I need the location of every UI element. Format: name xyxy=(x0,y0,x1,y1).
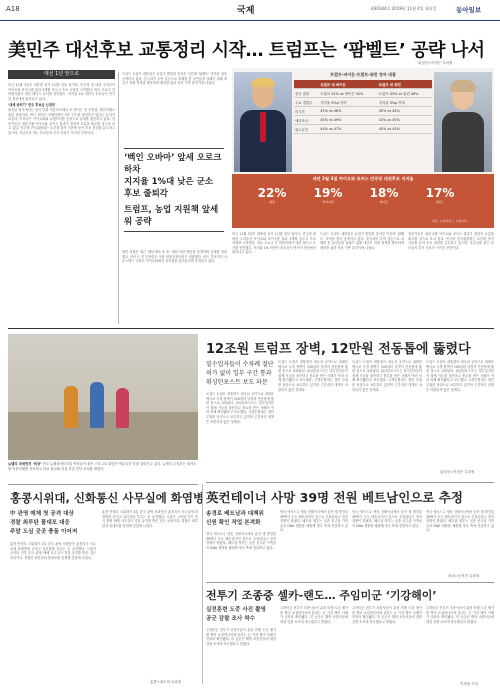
poll-graphic xyxy=(232,68,494,228)
section-divider xyxy=(206,482,494,483)
main-body-col2-bottom: 워런 의원은 최근 ‘메디케어 포 올’ 재원 마련 방안을 공개하며 공세를 강화했고, 바이든 전 부통령은 이를 비현실적이라고 비판했다. 피트 부티지지 사우스벤드 시장도 아이오와에서 지지율을 끌어올리며 추격하고 있다. xyxy=(122,250,227,264)
poll-table-header: 트럼프 대 바이든 트럼프 대 워런 xyxy=(294,80,432,89)
poll-strip xyxy=(232,174,494,228)
main-body-col2-top: 도널드 트럼프 대통령은 농업이 발달한 중서부 이른바 ‘팜벨트’ 지역을 집중 공략하고 있다. 중국과의 무역 갈등으로 피해를 본 농민들을 달래기 위해 대규모 지원 정책을 발표하며 재선을 위한 지지 기반 다지기에 나섰다. xyxy=(122,72,227,86)
container-subheads: 송경로 베트남과 대책위 신원 확인 작업 본격화 xyxy=(206,511,264,526)
section-title: 국제 xyxy=(237,6,255,16)
poll-title: 트럼프-바이든·트럼프-워런 양자 대결 xyxy=(330,72,396,77)
wall-body-col3: 도널드 트럼프 대통령이 최우선 공약으로 내세운 멕시코 국경 장벽이 100달러 남짓의 전동톱에 뚫린 것으로 나타났다. 워싱턴포스트는 밀수업자들이 철제 기둥을 절단하고 통로를 만든 사례가 여러 차례 확인됐다고 보도했다. 국경순찰대는 절단 부위를 용접으로 보수하고 있지만 근본적인 대책은 마련되지 않은 상태다. xyxy=(352,360,422,392)
container-body-col2: 영국 에식스주 냉동 컨테이너에서 숨진 채 발견된 39명이 모두 베트남인인 것으로 추정된다고 현지 경찰이 밝혔다. 베트남 정부는 실종 신고된 가족들의 DNA 샘플을 채취해 영국 측에 전달하고 있다. xyxy=(280,510,348,533)
container-headline: 英컨테이너 사망 39명 전원 베트남인으로 추정 xyxy=(206,490,463,505)
section-label: 대선 1년 앞으로 xyxy=(8,70,115,79)
main-subhead-3: 트럼프, 농업 지원책 앞세워 공략 xyxy=(124,205,219,227)
hongkong-byline: 홍콩=권오혁 특파원 xyxy=(150,680,182,684)
column-divider xyxy=(202,484,203,684)
container-body-col4: 영국 에식스주 냉동 컨테이너에서 숨진 채 발견된 39명이 모두 베트남인인 것으로 추정된다고 현지 경찰이 밝혔다. 베트남 정부는 실종 신고된 가족들의 DNA 샘플을 채취해 영국 측에 전달하고 있다. xyxy=(426,510,494,533)
smog-photo xyxy=(8,334,198,460)
wall-body-col1: 도널드 트럼프 대통령이 최우선 공약으로 내세운 멕시코 국경 장벽이 100달러 남짓의 전동톱에 뚫린 것으로 나타났다. 워싱턴포스트는 밀수업자들이 철제 기둥을 절단하고 통로를 만든 사례가 여러 차례 확인됐다고 보도했다. 국경순찰대는 절단 부위를 용접으로 보수하고 있지만 근본적인 대책은 마련되지 않은 상태다. xyxy=(206,392,274,424)
column-divider xyxy=(118,72,119,324)
main-subhead-2: 지지율 1%대 낮은 군소 후보 줄퇴각 xyxy=(124,177,213,199)
table-row: 애리조나 45% vs 49% 43% vs 45% xyxy=(294,116,432,125)
newspaper-logo: 동아일보 xyxy=(456,6,482,14)
pilot-headline: 전투기 조종중 셀카-랜도… 주임미군 ‘기강해이’ xyxy=(206,589,437,602)
hongkong-body-col1: 홍콩 반정부 시위대가 2일 중국 관영 신화통신 홍콩지사 사무실에 화염병을 던지고 유리창을 부수는 등 공격했다. 시위가 시작된 이후 중국 관영 매체 사무실이 직접 공격을 받은 것은 처음이다. 경찰은 최루탄과 물대포를 동원해 진압에 나섰다. xyxy=(10,542,96,560)
poll-source: 자료: 뉴욕타임스·시에나대 xyxy=(432,219,467,223)
poll-pct-item: 17% 샌더스 xyxy=(425,186,455,204)
hongkong-subheads: 中 관영 매체 첫 공격 대상 경찰 최루탄 물대포 대응 주말 도심 곳곳 충돌 이어져 xyxy=(10,511,78,535)
issue-date: 제30344호 2019년 11월 4일 월요일 xyxy=(370,6,437,11)
poll-pct-item: 22% 워런 xyxy=(257,186,287,204)
photo-caption-text: 인도 뉴델리에서 3일 여성들이 짙은 스모그로 뒤덮인 야무나강 둑을 걸어가고 있다. 뉴델리 주정부는 대기오염 비상사태를 선포하고 학교 휴교와 건설 작업 중단 조치를 내렸다. xyxy=(8,462,197,471)
wall-headline: 12조원 트럼프 장벽, 12만원 전동톱에 뚫렸다 xyxy=(206,342,471,357)
main-subhead-box xyxy=(124,148,224,232)
poll-pct-item: 19% 부티지지 xyxy=(313,186,343,204)
container-body-col3: 영국 에식스주 냉동 컨테이너에서 숨진 채 발견된 39명이 모두 베트남인인 것으로 추정된다고 현지 경찰이 밝혔다. 베트남 정부는 실종 신고된 가족들의 DNA 샘플을 채취해 영국 측에 전달하고 있다. xyxy=(352,510,422,528)
wall-subheads: 밀수업자들이 수차례 절단 허가 없이 일부 구간 통과 워싱턴포스트 보도 파문 xyxy=(206,361,274,386)
poll-strip-title: 내년 2월 3일 아이오와 코커스 민주당 대선후보 지지율 xyxy=(312,176,414,181)
trump-photo xyxy=(234,72,292,172)
pilot-subheads: 실전훈련 도중 사진 촬영 공군 감찰 조사 착수 xyxy=(206,607,266,622)
poll-pct-item: 18% 바이든 xyxy=(369,186,399,204)
pilot-body-col1: 주한미군 전투기 조종사들이 훈련 비행 도중 셀카를 찍어 소셜미디어에 올리는 등 기강 해이 사례가 잇따라 확인됐다. 미 공군은 해당 조종사들에 대한 감찰 조사에 착수했다고 밝혔다. xyxy=(206,628,276,646)
pilot-byline: 이세형 기자 xyxy=(460,682,479,686)
table-row: 미시간 45% vs 46% 45% vs 44% xyxy=(294,107,432,116)
photo-caption xyxy=(8,462,198,471)
main-byline: 워싱턴=이정은 특파원 xyxy=(418,61,453,65)
wall-body-col4: 도널드 트럼프 대통령이 최우선 공약으로 내세운 멕시코 국경 장벽이 100달러 남짓의 전동톱에 뚫린 것으로 나타났다. 워싱턴포스트는 밀수업자들이 철제 기둥을 절단하고 통로를 만든 사례가 여러 차례 확인됐다고 보도했다. 국경순찰대는 절단 부위를 용접으로 보수하고 있지만 근본적인 대책은 마련되지 않은 상태다. xyxy=(426,360,494,392)
main-body-col5: 전문가들은 내년 2월 아이오와 코커스 결과가 경선의 흐름을 좌우할 것으로 보고 있다. 민주당 전국위원회는 토론회 참가 기준을 높여 후보 정리를 유도하고 있으며, 자금난을 겪는 후보들의 추가 사퇴가 이어질 전망이다. xyxy=(408,232,494,250)
poll-table xyxy=(294,80,432,134)
main-subhead-4: ‘대세 굳히기’ 민주 후보들 신경전 xyxy=(8,103,55,108)
table-row: 위스콘신 44% vs 47% 45% vs 45% xyxy=(294,125,432,134)
container-body-col1: 영국 에식스주 냉동 컨테이너에서 숨진 채 발견된 39명이 모두 베트남인인 것으로 추정된다고 현지 경찰이 밝혔다. 베트남 정부는 실종 신고된 가족들의 DNA 샘플을 채취해 영국 측에 전달하고 있다. xyxy=(206,532,276,550)
table-row: 주요 경합주 지지율 5%p 이하 지지율 3%p 이하 xyxy=(294,98,432,107)
hongkong-headline: 홍콩시위대, 신화통신 사무실에 화염병 xyxy=(10,491,205,505)
main-body-col3: 미국 11월 3일은 대통령 선거 1년을 앞둔 날이다. 민주당 내 대선 주자들이 아이오와 코커스를 불과 3개월 앞두고 후보 사퇴를 시작했다. 비토 오로크 전 하원의원이 대선 레이스 포기를 선언했고, 지지율 1% 미만의 후보들이 연이어 경선에서 물러나고 있다. xyxy=(232,232,316,255)
pilot-body-col4: 주한미군 전투기 조종사들이 훈련 비행 도중 셀카를 찍어 소셜미디어에 올리는 등 기강 해이 사례가 잇따라 확인됐다. 미 공군은 해당 조종사들에 대한 감찰 조사에 착수했다고 밝혔다. xyxy=(426,606,494,624)
main-subhead-1: ‘벡인 오바마’ 앞세 오로크 하차 xyxy=(124,153,222,175)
main-body-col4: 도널드 트럼프 대통령은 농업이 발달한 중서부 이른바 ‘팜벨트’ 지역을 집중 공략하고 있다. 중국과의 무역 갈등으로 피해를 본 농민들을 달래기 위해 대규모 지원 정책을 발표하며 재선을 위한 지지 기반 다지기에 나섰다. xyxy=(320,232,404,250)
section-divider xyxy=(206,582,494,583)
main-body-col1: 미국 11월 3일은 대통령 선거 1년을 앞둔 날이다. 민주당 내 대선 주자들이 아이오와 코커스를 불과 3개월 앞두고 후보 사퇴를 시작했다. 비토 오로크 전 하원의원이 대선 레이스 포기를 선언했고, 지지율 1% 미만의 후보들이 연이어 경선에서 물러나고 있다. ‘대세 굳히기’ 민주 후보들 신경전 워싱턴 정가에서는 전국 단위 여론조사에서 조 바이든 전 부통령, 엘리자베스 워런 상원의원, 버니 샌더스 상원의원이 3강 구도를 형성하고 있다는 분석이 나온다. 후보들은 아이오와와 뉴햄프셔를 중심으로 유세를 집중하고 있다. 전문가들은 내년 2월 아이오와 코커스 결과가 경선의 흐름을 좌우할 것으로 보고 있다. 민주당 전국위원회는 토론회 참가 기준을 높여 후보 정리를 유도하고 있으며, 자금난을 겪는 후보들의 추가 사퇴가 이어질 전망이다. xyxy=(8,83,115,135)
section-divider xyxy=(8,484,198,485)
wall-byline: 워싱턴=이정은 특파원 xyxy=(440,470,475,474)
page-number: A18 xyxy=(6,5,20,13)
pilot-body-col3: 주한미군 전투기 조종사들이 훈련 비행 도중 셀카를 찍어 소셜미디어에 올리는 등 기강 해이 사례가 잇따라 확인됐다. 미 공군은 해당 조종사들에 대한 감찰 조사에 착수했다고 밝혔다. xyxy=(352,606,422,624)
section-divider xyxy=(8,328,494,329)
container-byline: 파리=동정민 특파원 xyxy=(448,574,480,578)
pilot-body-col2: 주한미군 전투기 조종사들이 훈련 비행 도중 셀카를 찍어 소셜미디어에 올리는 등 기강 해이 사례가 잇따라 확인됐다. 미 공군은 해당 조종사들에 대한 감찰 조사에 착수했다고 밝혔다. xyxy=(280,606,348,624)
hongkong-body-col2: 홍콩 반정부 시위대가 2일 중국 관영 신화통신 홍콩지사 사무실에 화염병을 던지고 유리창을 부수는 등 공격했다. 시위가 시작된 이후 중국 관영 매체 사무실이 직접 공격을 받은 것은 처음이다. 경찰은 최루탄과 물대포를 동원해 진압에 나섰다. xyxy=(102,510,198,528)
warren-photo xyxy=(434,72,492,172)
wall-body-col2: 도널드 트럼프 대통령이 최우선 공약으로 내세운 멕시코 국경 장벽이 100달러 남짓의 전동톱에 뚫린 것으로 나타났다. 워싱턴포스트는 밀수업자들이 철제 기둥을 절단하고 통로를 만든 사례가 여러 차례 확인됐다고 보도했다. 국경순찰대는 절단 부위를 용접으로 보수하고 있지만 근본적인 대책은 마련되지 않은 상태다. xyxy=(278,360,348,392)
table-row: 전국 결과 트럼프 42% vs 바이든 50% 트럼프 43% vs 워런 48% xyxy=(294,89,432,98)
photo-caption-title: 뉴델리 미세먼지 ‘비상’ xyxy=(8,462,42,466)
main-headline: 美민주 대선후보 교통정리 시작… 트럼프는 ‘팜벨트’ 공략 나서 xyxy=(8,40,485,61)
